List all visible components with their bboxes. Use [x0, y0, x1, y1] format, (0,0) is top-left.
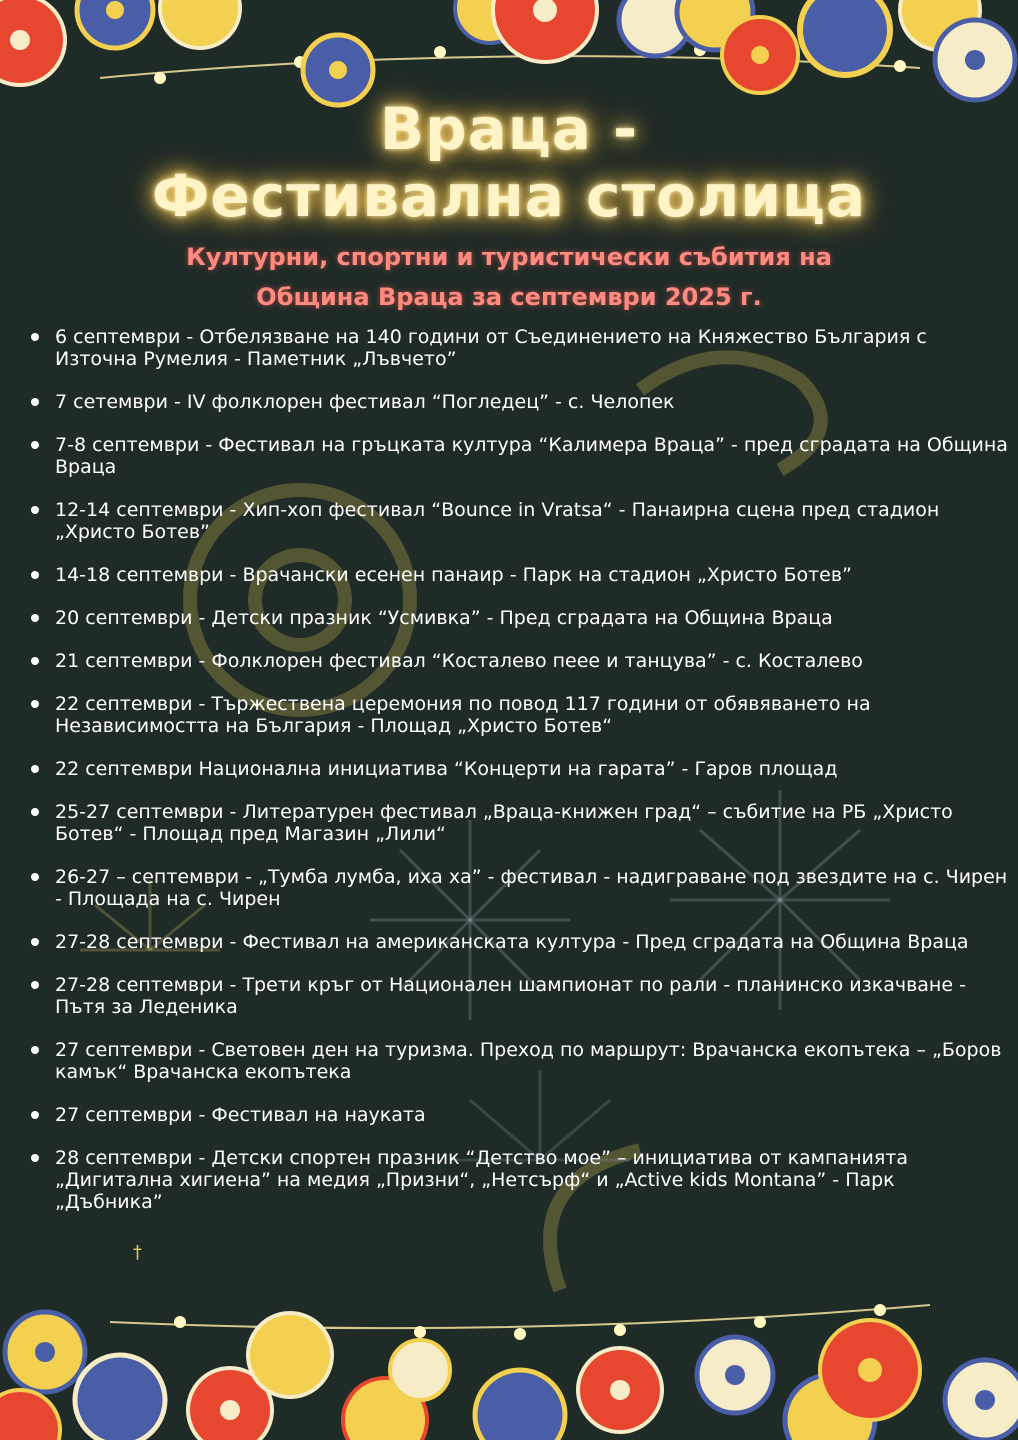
event-item: 20 септември - Детски празник “Усмивка” - Пред сградата на Община Враца — [30, 607, 1008, 629]
poster-subtitle-line-2: Община Враца за септември 2025 г. — [256, 283, 762, 311]
event-item: 21 септември - Фолклорен фестивал “Косталево пеее и танцува” - с. Косталево — [30, 650, 1008, 672]
poster-title-line-2: Фестивална столица — [151, 162, 867, 230]
event-item: 27-28 септември - Трети кръг от Национален шампионат по рали - планинско изкачване - Пътя за Леденика — [30, 974, 1008, 1018]
paper-fan-rosettes-bottom — [0, 1312, 1018, 1440]
event-item: 7 сетември - IV фолклорен фестивал “Погледец” - с. Челопек — [30, 391, 1008, 413]
event-item: 22 септември - Тържествена церемония по повод 117 години от обявяването на Независимостта на България - Площад „Христо Ботев“ — [30, 693, 1008, 737]
poster-title-line-1: Враца - — [379, 95, 639, 163]
event-list — [30, 326, 1008, 1234]
event-item: 7-8 септември - Фестивал на гръцката култура “Калимера Враца” - пред сградата на Община Враца — [30, 434, 1008, 478]
event-item: 28 септември - Детски спортен празник “Детство мое” – инициатива от кампанията „Дигитална хигиена” на медия „Призни“, „Нетсърф“ и „Active kids Montana” - Парк „Дъбника” — [30, 1147, 1008, 1213]
event-item: 25-27 септември - Литературен фестивал „Враца-книжен град“ – събитие на РБ „Христо Ботев“ - Площад пред Магазин „Лили“ — [30, 801, 1008, 845]
event-item: 26-27 – септември - „Тумба лумба, иха ха” - фестивал - надиграване под звездите на с. Чирен - Площада на с. Чирен — [30, 866, 1008, 910]
event-item: 12-14 септември - Хип-хоп фестивал “Bounce in Vratsa“ - Панаирна сцена пред стадион „Христо Ботев” — [30, 499, 1008, 543]
cross-mark: † — [133, 1242, 142, 1263]
event-item: 6 септември - Отбелязване на 140 години от Съединението на Княжество България с Източна Румелия - Паметник „Лъвчето” — [30, 326, 1008, 370]
event-item: 27 септември - Световен ден на туризма. Преход по маршрут: Врачанска екопътека – „Боров камък“ Врачанска екопътека — [30, 1039, 1008, 1083]
event-item: 27 септември - Фестивал на науката — [30, 1104, 1008, 1126]
event-item: 27-28 септември - Фестивал на американската култура - Пред сградата на Община Враца — [30, 931, 1008, 953]
poster-subtitle-line-1: Културни, спортни и туристически събития на — [186, 243, 832, 271]
event-item: 14-18 септември - Врачански есенен панаир - Парк на стадион „Христо Ботев” — [30, 564, 1008, 586]
string-lights-bottom — [110, 1305, 930, 1328]
event-item: 22 септември Национална инициатива “Концерти на гарата” - Гаров площад — [30, 758, 1008, 780]
